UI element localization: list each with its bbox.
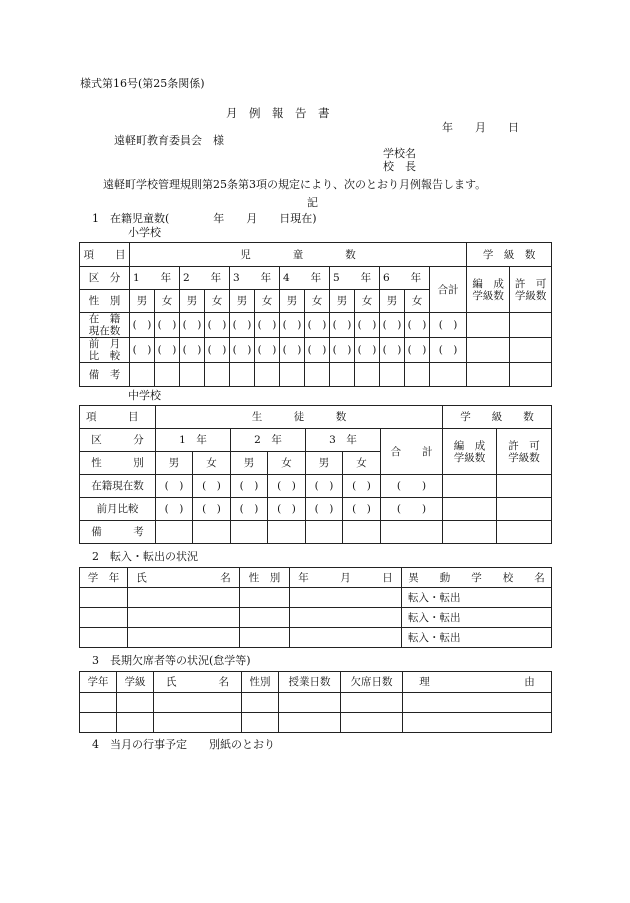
elem-grade-3: 3 年 xyxy=(230,267,280,290)
elem-grade-6: 6 年 xyxy=(380,267,430,290)
elementary-table xyxy=(79,242,552,387)
elem-item-header: 項 目 xyxy=(80,243,130,267)
jhs-permitted-header: 許 可 学級数 xyxy=(497,429,552,475)
jhs-grade-2: 2 年 xyxy=(231,429,306,452)
transfer-row: 転入・転出 xyxy=(80,588,552,608)
elem-sex-row: 性 別 男 女 男 女 男 女 男 女 男 女 男 女 xyxy=(80,290,552,313)
elem-enrolled-row: 在 籍 現在数 ( ) ( ) ( ) ( ) ( ) ( ) ( ) ( ) ( ) ( ) ( ) ( ) ( ) xyxy=(80,313,552,338)
section-2-heading: 2 転入・転出の状況 xyxy=(92,550,198,563)
jhs-organized-header: 編 成 学級数 xyxy=(443,429,497,475)
section-1-heading: 1 在籍児童数( 年 月 日現在) xyxy=(92,212,317,225)
jhs-table xyxy=(79,405,552,544)
jhs-category-label: 区 分 xyxy=(80,429,156,452)
absence-row xyxy=(80,693,552,713)
elem-prev-month-row: 前 月 比 較 ( ) ( ) ( ) ( ) ( ) ( ) ( ) ( ) ( ) ( ) ( ) ( ) ( ) xyxy=(80,338,552,363)
absence-row xyxy=(80,713,552,733)
jhs-students-header: 生 徒 数 xyxy=(156,406,443,429)
jhs-prev-month-row: 前月比較 ( ) ( ) ( ) ( ) ( ) ( ) ( ) xyxy=(80,498,552,521)
jhs-label: 中学校 xyxy=(128,389,161,402)
addressee: 遠軽町教育委員会 様 xyxy=(114,134,224,147)
transfer-row: 転入・転出 xyxy=(80,608,552,628)
transfer-row: 転入・転出 xyxy=(80,628,552,648)
jhs-classes-header: 学 級 数 xyxy=(443,406,552,429)
school-name-label: 学校名 xyxy=(383,147,416,160)
elementary-label: 小学校 xyxy=(128,226,161,239)
date-line: 年 月 日 xyxy=(442,121,519,134)
elem-permitted-header: 許 可 学級数 xyxy=(510,267,552,313)
section-4-heading: 4 当月の行事予定 別紙のとおり xyxy=(92,738,275,751)
jhs-remarks-row: 備 考 xyxy=(80,521,552,544)
jhs-grade-3: 3 年 xyxy=(306,429,381,452)
ki-mark: 記 xyxy=(307,196,318,209)
transfer-table xyxy=(79,567,552,648)
absence-header-row: 学年 学級 氏 名 性別 授業日数 欠席日数 理 由 xyxy=(80,672,552,693)
elem-remarks-row: 備 考 xyxy=(80,363,552,387)
document-title: 月 例 報 告 書 xyxy=(226,106,330,120)
intro-text: 遠軽町学校管理規則第25条第3項の規定により、次のとおり月例報告します。 xyxy=(103,178,487,191)
elem-grade-1: 1 年 xyxy=(130,267,180,290)
elem-grade-2: 2 年 xyxy=(180,267,230,290)
absence-table xyxy=(79,671,552,733)
elem-organized-header: 編 成 学級数 xyxy=(467,267,510,313)
elem-grade-5: 5 年 xyxy=(330,267,380,290)
principal-label: 校 長 xyxy=(383,160,416,173)
transfer-header-row: 学 年 氏 名 性 別 年 月 日 異 動 学 校 名 xyxy=(80,568,552,588)
elem-total-header: 合計 xyxy=(430,267,467,313)
jhs-grade-1: 1 年 xyxy=(156,429,231,452)
form-number: 様式第16号(第25条関係) xyxy=(80,77,205,90)
elem-category-label: 区 分 xyxy=(80,267,130,290)
jhs-sex-row: 性 別 男 女 男 女 男 女 xyxy=(80,452,552,475)
elem-grade-4: 4 年 xyxy=(280,267,330,290)
jhs-enrolled-row: 在籍現在数 ( ) ( ) ( ) ( ) ( ) ( ) ( ) xyxy=(80,475,552,498)
jhs-item-header: 項 目 xyxy=(80,406,156,429)
section-3-heading: 3 長期欠席者等の状況(怠学等) xyxy=(92,654,251,667)
elem-classes-header: 学 級 数 xyxy=(467,243,552,267)
jhs-total-header: 合 計 xyxy=(381,429,443,475)
elem-children-header: 児 童 数 xyxy=(130,243,467,267)
